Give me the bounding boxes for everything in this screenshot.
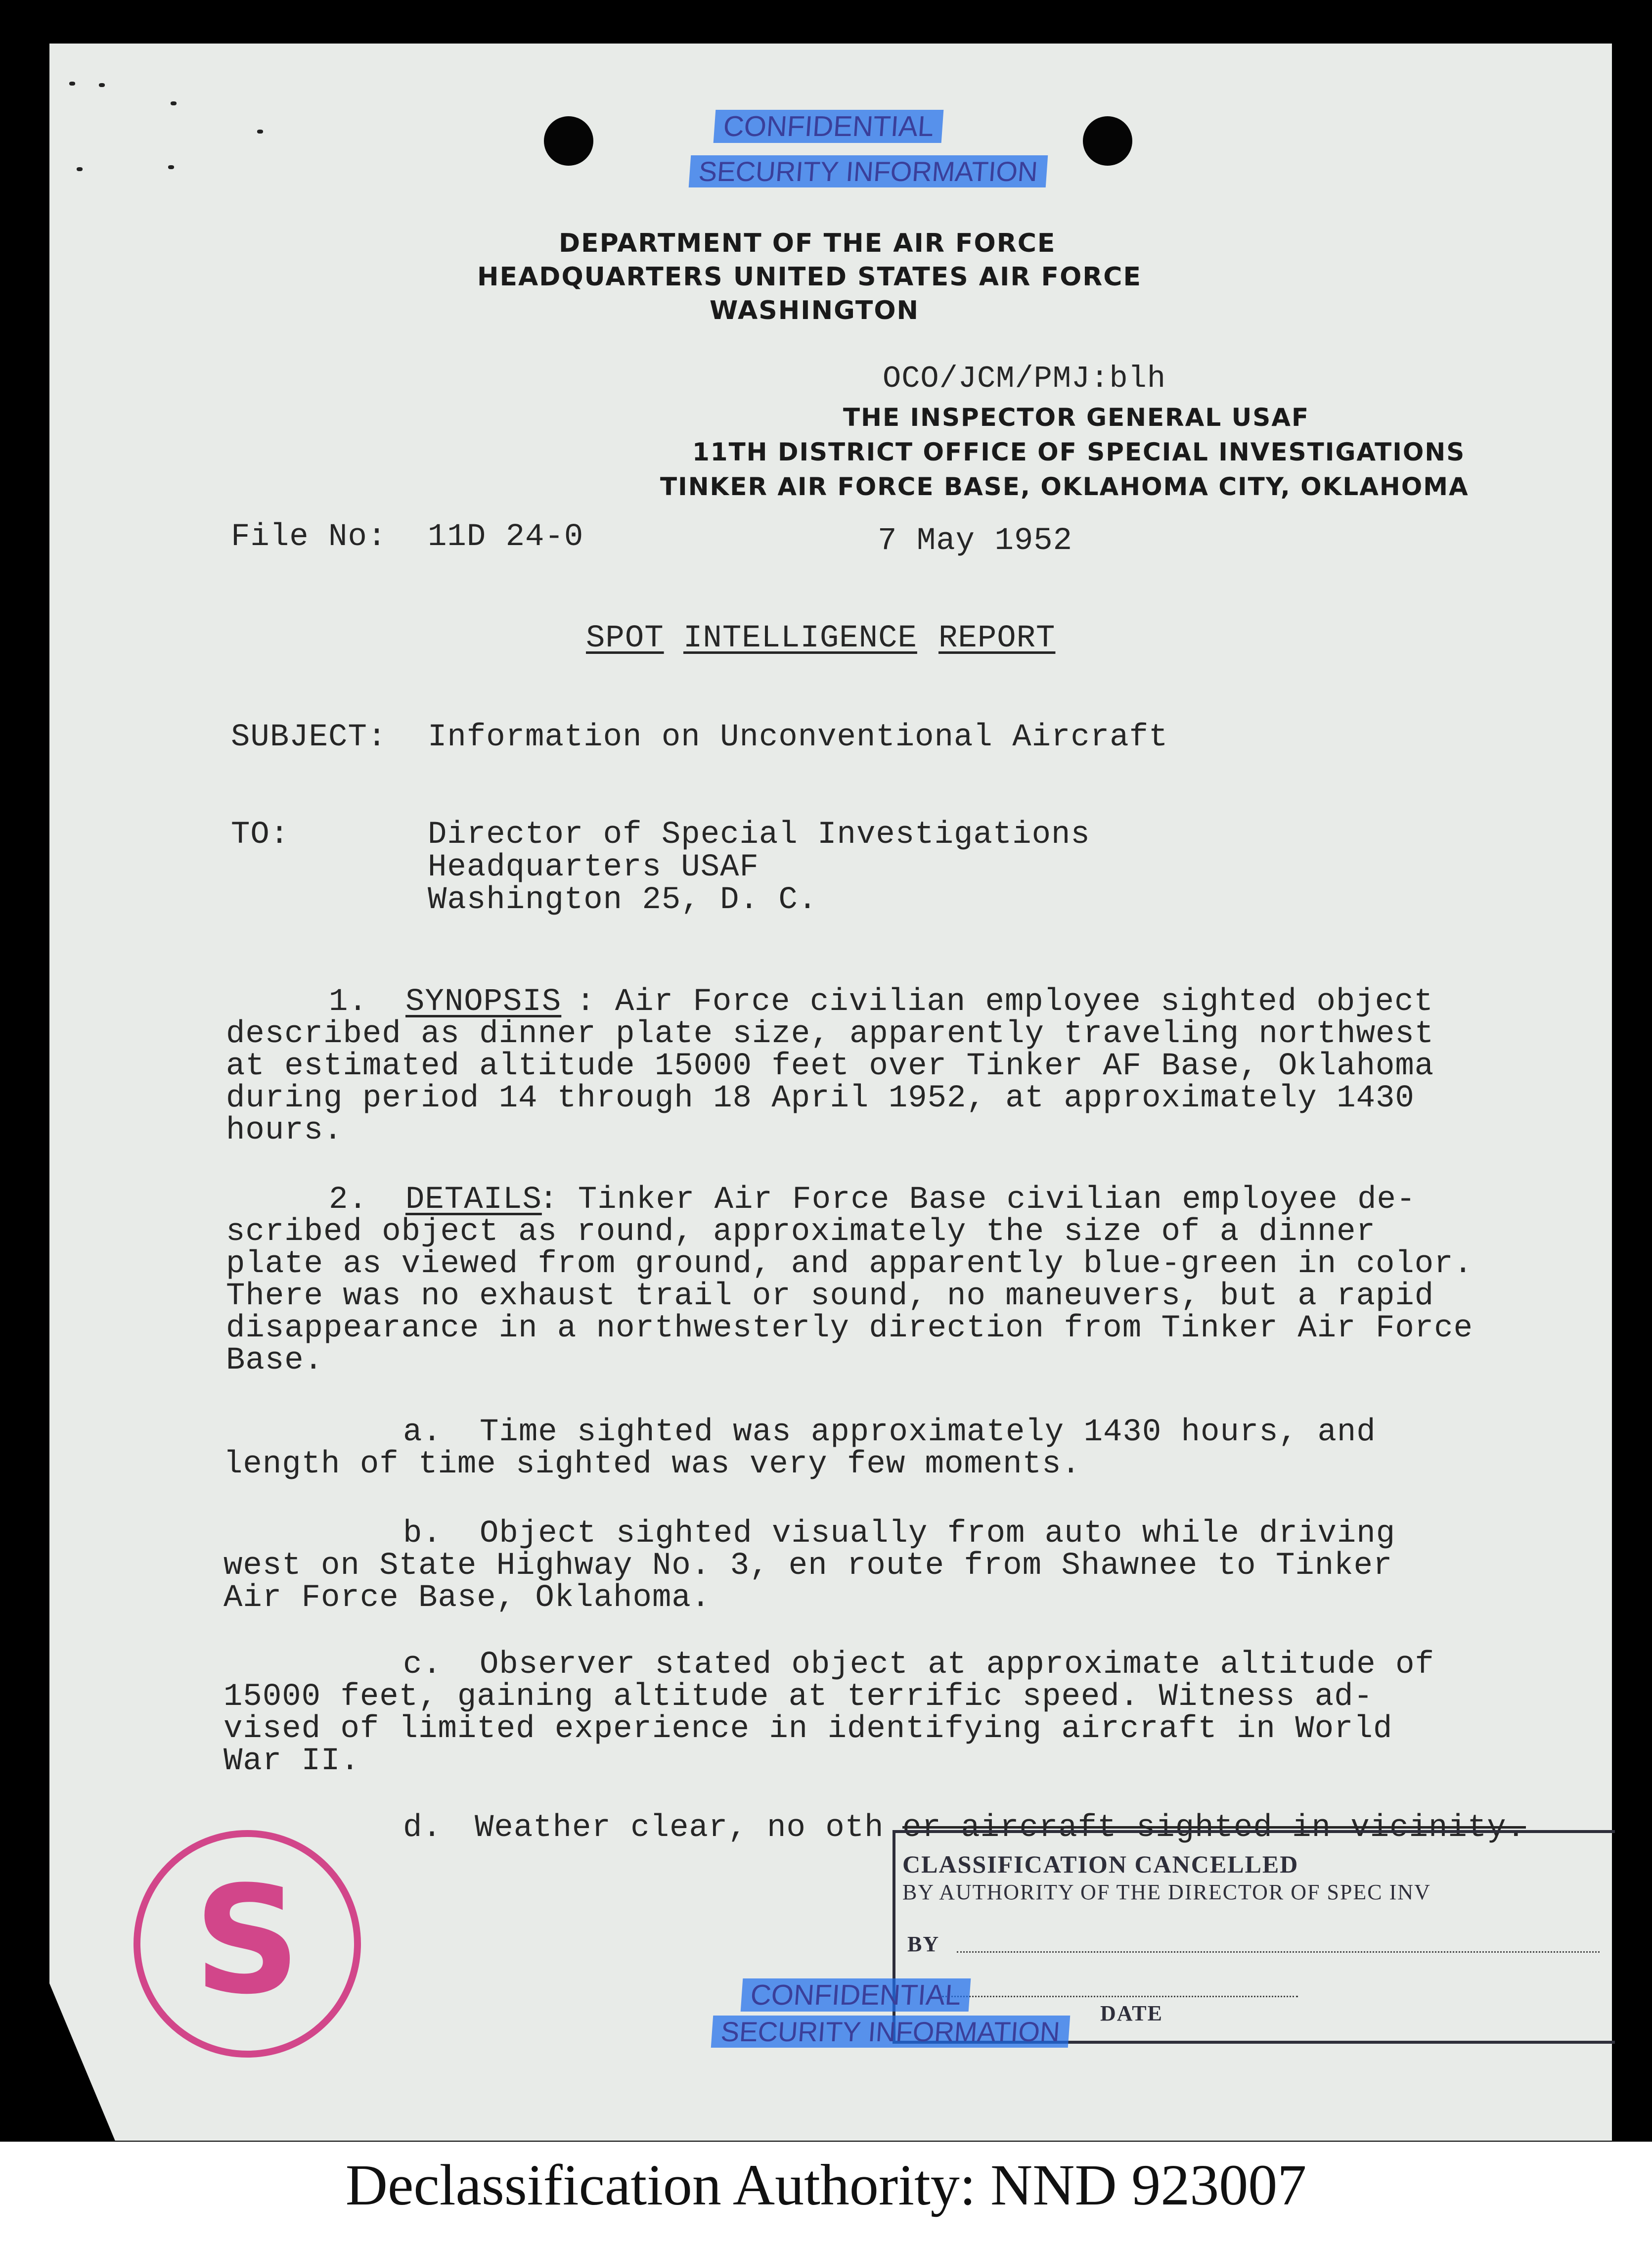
sub-d-text: Weather clear, no oth — [475, 1810, 884, 1846]
title-word-intelligence: INTELLIGENCE — [683, 621, 917, 656]
sub-b-line: Air Force Base, Oklahoma. — [223, 1580, 711, 1616]
punch-hole-right — [1083, 116, 1132, 166]
para2-line: : Tinker Air Force Base civilian employee de- — [539, 1182, 1416, 1218]
para1-line: : Air Force civilian employee sighted object — [576, 984, 1433, 1020]
file-number: 11D 24-0 — [428, 519, 584, 555]
letterhead-headquarters: HEADQUARTERS UNITED STATES AIR FORCE — [477, 262, 1142, 292]
declassification-authority: Declassification Authority: NND 923007 — [345, 2153, 1307, 2217]
punch-hole-left — [544, 116, 593, 166]
security-information-stamp-bottom: SECURITY INFORMATION — [711, 2016, 1070, 2048]
office-inspector-general: THE INSPECTOR GENERAL USAF — [843, 403, 1310, 432]
sub-c-line: 15000 feet, gaining altitude at terrific speed. Witness ad- — [223, 1679, 1373, 1715]
subject-text: Information on Unconventional Aircraft — [428, 720, 1168, 755]
report-date: 7 May 1952 — [878, 523, 1073, 559]
sub-b-label: b. — [403, 1516, 442, 1552]
declass-line2: BY AUTHORITY OF THE DIRECTOR OF SPEC INV — [902, 1880, 1431, 1904]
circle-s-stamp — [134, 1830, 361, 2058]
para2-line: plate as viewed from ground, and apparently blue-green in color. — [226, 1246, 1473, 1282]
sub-a-line: Time sighted was approximately 1430 hours, and — [480, 1415, 1376, 1450]
subject-label: SUBJECT: — [231, 720, 387, 755]
sub-b-line: west on State Highway No. 3, en route from Shawnee to Tinker — [223, 1548, 1393, 1584]
to-line: Director of Special Investigations — [428, 817, 1090, 853]
circle-s-letter: S — [193, 1854, 301, 2027]
sub-a-label: a. — [403, 1415, 442, 1450]
speck-mark — [99, 83, 105, 87]
para1-number: 1. — [329, 984, 368, 1020]
para2-line: scribed object as round, approximately the size of a dinner — [226, 1214, 1376, 1250]
para2-line: There was no exhaust trail or sound, no maneuvers, but a rapid — [226, 1279, 1434, 1314]
declass-date-label: DATE — [1100, 2001, 1163, 2025]
para2-line: Base. — [226, 1343, 324, 1378]
sub-c-label: c. — [403, 1647, 442, 1683]
para2-number: 2. — [329, 1182, 368, 1218]
para2-line: disappearance in a northwesterly direction from Tinker Air Force — [226, 1311, 1473, 1346]
title-word-report: REPORT — [938, 621, 1056, 656]
confidential-stamp-top: CONFIDENTIAL — [714, 110, 944, 143]
para2-heading: DETAILS — [405, 1182, 542, 1218]
declass-line1: CLASSIFICATION CANCELLED — [902, 1850, 1299, 1878]
para1-line: at estimated altitude 15000 feet over Tinker AF Base, Oklahoma — [226, 1049, 1434, 1084]
speck-mark — [257, 130, 263, 134]
office-district: 11TH DISTRICT OFFICE OF SPECIAL INVESTIGATIONS — [692, 438, 1466, 466]
speck-mark — [168, 165, 174, 169]
to-line: Headquarters USAF — [428, 850, 759, 885]
reference-code: OCO/JCM/PMJ:blh — [883, 361, 1166, 396]
speck-mark — [69, 82, 75, 86]
speck-mark — [171, 101, 177, 105]
sub-c-line: War II. — [223, 1743, 360, 1779]
para1-line: during period 14 through 18 April 1952, at approximately 1430 — [226, 1081, 1415, 1116]
office-location: TINKER AIR FORCE BASE, OKLAHOMA CITY, OKLAHOMA — [660, 472, 1469, 501]
sub-a-line: length of time sighted was very few moments. — [223, 1447, 1081, 1482]
sub-c-line: vised of limited experience in identifying aircraft in World — [223, 1711, 1393, 1747]
sub-b-line: Object sighted visually from auto while driving — [480, 1516, 1396, 1552]
confidential-stamp-bottom: CONFIDENTIAL — [741, 1978, 971, 2012]
title-word-spot: SPOT — [586, 621, 664, 656]
to-line: Washington 25, D. C. — [428, 882, 818, 918]
declass-extra-line — [942, 1996, 1298, 1997]
sub-c-line: Observer stated object at approximate altitude of — [480, 1647, 1434, 1683]
declass-by-label: BY — [907, 1932, 940, 1956]
para1-line: described as dinner plate size, apparently traveling northwest — [226, 1016, 1434, 1052]
para1-line: hours. — [226, 1113, 343, 1148]
letterhead-city: WASHINGTON — [710, 296, 920, 325]
sub-d-struck-text: er aircraft sighted in vicinity. — [902, 1810, 1526, 1846]
para1-heading: SYNOPSIS — [405, 984, 562, 1020]
file-number-label: File No: — [231, 519, 387, 555]
declass-by-line — [957, 1951, 1600, 1953]
security-information-stamp-top: SECURITY INFORMATION — [689, 155, 1048, 187]
to-label: TO: — [231, 817, 290, 853]
speck-mark — [77, 167, 83, 171]
sub-d-label: d. — [403, 1810, 442, 1846]
letterhead-department: DEPARTMENT OF THE AIR FORCE — [559, 229, 1056, 258]
